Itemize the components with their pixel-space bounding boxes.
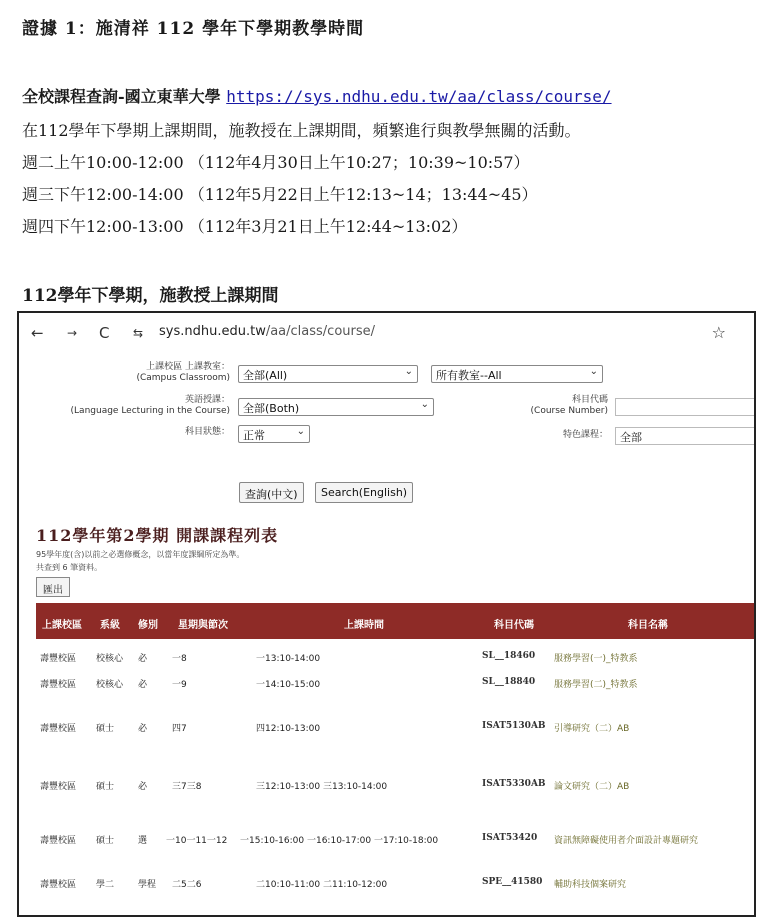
- entry-line-3: 週四下午12:00-13:00 （112年3月21日上午12:44~13:02）: [22, 217, 468, 236]
- entry-line-2: 週三下午12:00-14:00 （112年5月22日上午12:13~14；13:44~45）: [22, 185, 538, 204]
- document-heading: 證據 1：施清祥 112 學年下學期教學時間: [22, 19, 365, 39]
- search-en-button[interactable]: Search(English): [315, 482, 413, 503]
- course-code-input[interactable]: [615, 398, 755, 416]
- course-list-title: 112學年第2學期 開課課程列表: [36, 526, 279, 545]
- browser-address-bar: [19, 313, 754, 355]
- header-time[interactable]: 上課時間: [344, 620, 384, 631]
- forward-icon[interactable]: →: [67, 326, 78, 340]
- result-count: 共查到 6 筆資料。: [36, 563, 103, 572]
- chevron-down-icon: ⌄: [404, 366, 413, 377]
- url-path: /aa/class/course/: [265, 324, 376, 339]
- header-weekday[interactable]: 星期與節次: [178, 620, 228, 631]
- bookmark-star-icon[interactable]: ☆: [711, 323, 726, 342]
- screenshot-caption: 112學年下學期，施教授上課期間: [22, 286, 279, 306]
- header-class[interactable]: 系級: [100, 620, 120, 631]
- statement-text: 在112學年下學期上課期間，施教授在上課期間，頻繁進行與教學無關的活動。: [22, 121, 581, 140]
- chevron-down-icon: ⌄: [296, 426, 305, 437]
- course-query-line: [22, 84, 612, 107]
- special-course-input[interactable]: 全部: [615, 427, 755, 445]
- url-host: sys.ndhu.edu.tw: [159, 324, 266, 339]
- chevron-down-icon: ⌄: [589, 366, 598, 377]
- search-zh-button[interactable]: 查詢(中文): [239, 482, 304, 503]
- english-select[interactable]: 全部(Both) ⌄: [238, 398, 434, 416]
- chevron-down-icon: ⌄: [420, 399, 429, 410]
- campus-select[interactable]: 全部(All) ⌄: [238, 365, 418, 383]
- reload-icon[interactable]: C: [99, 324, 110, 342]
- course-query-label: 全校課程查詢-國立東華大學: [22, 87, 221, 106]
- header-type[interactable]: 修別: [138, 620, 158, 631]
- export-button[interactable]: 匯出: [36, 577, 70, 597]
- classroom-select[interactable]: 所有教室--All ⌄: [431, 365, 603, 383]
- entry-line-1: 週二上午10:00-12:00 （112年4月30日上午10:27；10:39~10:57）: [22, 153, 530, 172]
- table-header: [36, 603, 756, 639]
- header-code[interactable]: 科目代碼: [494, 620, 534, 631]
- course-code-label: 科目代碼 (Course Number): [530, 395, 608, 416]
- status-select[interactable]: 正常 ⌄: [238, 425, 310, 443]
- url-field[interactable]: [159, 324, 375, 339]
- campus-label: 上課校區 上課教室： (Campus Classroom): [136, 362, 230, 383]
- status-label: 科目狀態：: [184, 427, 230, 437]
- course-query-screenshot: ← → C ⇆ sys.ndhu.edu.tw/aa/class/course/ ☆ 上課校區 上課教室： (Campus Classroom) 全部(All) ⌄ 所有教室--All ⌄ 英語授課： (Language Lecturing in the Course) 全部(Both) ⌄ 科目代碼 (Course Number) 科目狀態： 正常 ⌄ 特色課程： 全部 查詢(中文) Search(English) 112學年第2學期 開課課程列表 95學年度(含)以前之必選修概念，以當年度課綱所定為準。 共查到 6 筆資料。 匯出 上課校區 系級 修別 星期與節次 上課時間 科目代碼 科目名稱 壽豐校區 校核心 必 一8 一13:10-14:00 SL__18460 服務學習(一)_特教系 壽豐校區 校核心 必 一9 一14:10-15:00 SL__18840 服務學習(二)_特教系 壽豐校區 碩士 必 四7 四12:10-13:00 ISAT5130AB 引導研究（二）AB 壽豐校區 碩士 必 三7三8 三12:10-13:00 三13:10-14:00 ISAT5330AB 論文研究（二）AB 壽豐校區 碩士 選 一10一11一12 一15:10-16:00 一16:10-17:00 一17:10-18:00 ISAT53420 資訊無障礙使用者介面設計專題研究 壽豐校區 學二 學程 二5二6 二10:10-11:00 二11:10-12:00 SPE__41580 輔助科技個案研究: [17, 311, 756, 917]
- header-campus[interactable]: 上課校區: [42, 620, 82, 631]
- site-settings-icon[interactable]: ⇆: [133, 326, 144, 340]
- back-icon[interactable]: ←: [31, 324, 44, 342]
- special-course-label: 特色課程：: [562, 430, 608, 440]
- course-query-link[interactable]: https://sys.ndhu.edu.tw/aa/class/course/: [226, 87, 612, 106]
- list-note: 95學年度(含)以前之必選修概念，以當年度課綱所定為準。: [36, 550, 245, 559]
- header-name[interactable]: 科目名稱: [628, 620, 668, 631]
- english-label: 英語授課： (Language Lecturing in the Course): [70, 395, 230, 416]
